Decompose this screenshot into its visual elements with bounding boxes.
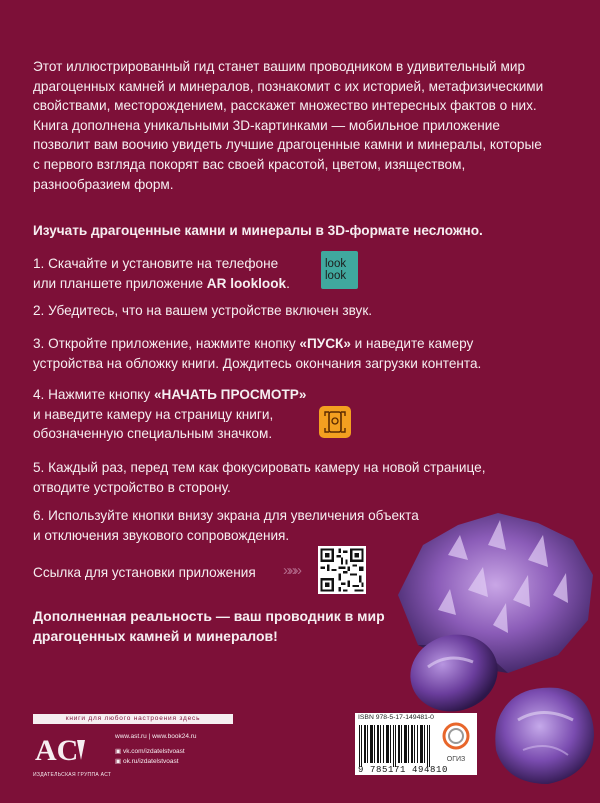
closing-statement: Дополненная реальность — ваш проводник в мир драгоценных камней и минералов! bbox=[33, 608, 385, 644]
step-3-part-a: 3. Откройте приложение, нажмите кнопку bbox=[33, 336, 300, 351]
install-link-label: Ссылка для установки приложения bbox=[33, 565, 256, 580]
vk-link[interactable] bbox=[115, 747, 185, 755]
chevron-arrows-icon: »»» bbox=[283, 562, 300, 579]
vk-icon: ▣ bbox=[115, 748, 123, 755]
step-4-line-2: и наведите камеру на страницу книги, bbox=[33, 406, 274, 422]
polished-amethyst-stone-1 bbox=[408, 632, 500, 714]
app-name: AR looklook bbox=[206, 275, 287, 291]
ar-scan-icon bbox=[319, 406, 351, 438]
app-logo-line-1: look bbox=[325, 258, 347, 270]
isbn-number: ISBN 978-5-17-149481-0 bbox=[358, 714, 434, 721]
ok-link-text: ok.ru/izdatelstvoast bbox=[122, 758, 179, 765]
step-1 bbox=[33, 254, 553, 293]
svg-text:AC: AC bbox=[35, 734, 79, 767]
looklook-app-logo bbox=[321, 251, 358, 289]
instructions-heading: Изучать драгоценные камни и минералы в 3D-формате несложно. bbox=[33, 223, 483, 238]
step-1-line-2: или планшете приложение bbox=[33, 275, 207, 291]
step-5-line-1: 5. Каждый раз, перед тем как фокусировать камеру на новой странице, bbox=[33, 460, 486, 475]
step-4-button-name: «НАЧАТЬ ПРОСМОТР» bbox=[153, 387, 307, 402]
step-3 bbox=[33, 334, 553, 373]
publisher-tagline: книги для любого настроения здесь bbox=[33, 714, 233, 724]
app-logo-line-2: look bbox=[325, 270, 347, 282]
polished-amethyst-stone-2 bbox=[488, 680, 598, 790]
intro-paragraph: Этот иллюстрированный гид станет вашим проводником в удивительный мир драгоценных камней и минералов, познакомит с их историей, метафизическими свойствами, месторождением, расскажет множество интересных фактов о них. Книга дополнена уникальными 3D-картинками — мобильное приложение позволит вам воочию увидеть лучшие драгоценные камни и минералы, которые с первого взгляда покорят вас своей красотой, цветом, изяществом, разнообразием форм. bbox=[33, 59, 544, 192]
ogiz-logo-text: ОГИЗ bbox=[446, 756, 466, 763]
step-5-line-2: отводите устройство в сторону. bbox=[33, 479, 231, 495]
step-3-part-b: и наведите камеру bbox=[350, 336, 474, 351]
barcode-number: 9 785171 494810 bbox=[358, 765, 449, 775]
step-3-line-2: устройства на обложку книги. Дождитесь окончания загрузки контента. bbox=[33, 355, 482, 371]
step-6-line-1: 6. Используйте кнопки внизу экрана для увеличения объекта bbox=[33, 508, 419, 523]
publisher-caption: ИЗДАТЕЛЬСКАЯ ГРУППА АСТ bbox=[33, 772, 112, 778]
step-4 bbox=[33, 385, 553, 444]
ogiz-logo bbox=[441, 721, 471, 765]
step-6-line-2: и отключения звукового сопровождения. bbox=[33, 527, 290, 543]
step-4-line-3: обозначенную специальным значком. bbox=[33, 426, 273, 442]
step-4-part-a: 4. Нажмите кнопку bbox=[33, 387, 154, 402]
vk-link-text: vk.com/izdatelstvoast bbox=[122, 748, 185, 755]
step-3-button-name: «ПУСК» bbox=[299, 336, 351, 351]
step-5 bbox=[33, 458, 553, 497]
step-1-line-1: 1. Скачайте и установите на телефоне bbox=[33, 256, 279, 271]
qr-code[interactable] bbox=[318, 546, 366, 594]
ast-publisher-logo bbox=[33, 730, 93, 770]
ok-link[interactable] bbox=[115, 757, 179, 765]
barcode bbox=[359, 725, 431, 767]
publisher-websites[interactable]: www.ast.ru | www.book24.ru bbox=[115, 733, 197, 740]
step-1-end: . bbox=[286, 275, 290, 291]
ok-icon: ▣ bbox=[115, 758, 123, 765]
step-2: 2. Убедитесь, что на вашем устройстве включен звук. bbox=[33, 303, 373, 318]
